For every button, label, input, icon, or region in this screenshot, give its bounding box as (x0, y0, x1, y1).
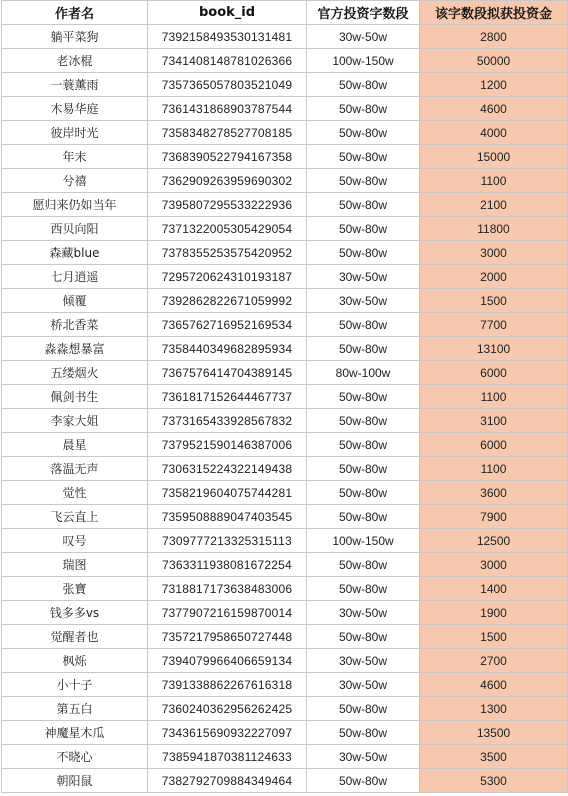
book-id-cell[interactable]: 7391338862267616318 (148, 673, 307, 697)
author-cell[interactable]: 倾覆 (2, 289, 148, 313)
segment-cell[interactable]: 50w-80w (307, 625, 420, 649)
segment-cell[interactable]: 50w-80w (307, 217, 420, 241)
funding-cell[interactable]: 13500 (420, 721, 568, 745)
funding-cell[interactable]: 6000 (420, 433, 568, 457)
author-cell[interactable]: 七月逍遥 (2, 265, 148, 289)
table-row (2, 313, 568, 337)
book-id-cell[interactable]: 7395807295533222936 (148, 193, 307, 217)
author-cell[interactable]: 小十子 (2, 673, 148, 697)
segment-cell[interactable]: 50w-80w (307, 241, 420, 265)
table-row (2, 625, 568, 649)
book-id-cell[interactable]: 7318817173638483006 (148, 577, 307, 601)
author-cell[interactable]: 觉性 (2, 481, 148, 505)
funding-cell[interactable]: 7900 (420, 505, 568, 529)
table-row (2, 457, 568, 481)
segment-cell[interactable]: 80w-100w (307, 361, 420, 385)
funding-cell[interactable]: 2100 (420, 193, 568, 217)
funding-cell[interactable]: 1500 (420, 625, 568, 649)
segment-cell[interactable]: 50w-80w (307, 769, 420, 793)
book-id-cell[interactable]: 7363311938081672254 (148, 553, 307, 577)
author-cell[interactable]: 五缕烟火 (2, 361, 148, 385)
funding-table (1, 0, 568, 793)
table-row (2, 481, 568, 505)
author-cell[interactable]: 张寶 (2, 577, 148, 601)
book-id-cell[interactable]: 7379521590146387006 (148, 433, 307, 457)
segment-cell[interactable]: 50w-80w (307, 193, 420, 217)
segment-cell[interactable]: 50w-80w (307, 169, 420, 193)
table-row (2, 193, 568, 217)
segment-cell[interactable]: 30w-50w (307, 25, 420, 49)
author-cell[interactable]: 彼岸时光 (2, 121, 148, 145)
segment-cell[interactable]: 30w-50w (307, 601, 420, 625)
table-row (2, 121, 568, 145)
segment-cell[interactable]: 50w-80w (307, 145, 420, 169)
book-id-cell[interactable]: 7359508889047403545 (148, 505, 307, 529)
author-cell[interactable]: 桥北香菜 (2, 313, 148, 337)
funding-cell[interactable]: 2700 (420, 649, 568, 673)
author-cell[interactable]: 木易华庭 (2, 97, 148, 121)
segment-cell[interactable]: 50w-80w (307, 97, 420, 121)
segment-cell[interactable]: 30w-50w (307, 745, 420, 769)
table-row (2, 409, 568, 433)
book-id-cell[interactable]: 7362909263959690302 (148, 169, 307, 193)
table-row (2, 265, 568, 289)
table-body (2, 25, 568, 793)
funding-cell[interactable]: 13100 (420, 337, 568, 361)
header-row (2, 1, 568, 25)
funding-cell[interactable]: 3600 (420, 481, 568, 505)
funding-cell[interactable]: 1100 (420, 169, 568, 193)
funding-cell[interactable]: 3000 (420, 553, 568, 577)
header-funding[interactable]: 该字数段拟获投资金 (420, 1, 568, 25)
funding-cell[interactable]: 4600 (420, 97, 568, 121)
author-cell[interactable]: 第五白 (2, 697, 148, 721)
header-segment[interactable]: 官方投资字数段 (307, 1, 420, 25)
author-cell[interactable]: 神魔星木瓜 (2, 721, 148, 745)
segment-cell[interactable]: 100w-150w (307, 529, 420, 553)
segment-cell[interactable]: 50w-80w (307, 73, 420, 97)
segment-cell[interactable]: 50w-80w (307, 481, 420, 505)
funding-cell[interactable]: 1400 (420, 577, 568, 601)
author-cell[interactable]: 落温无声 (2, 457, 148, 481)
book-id-cell[interactable]: 7367576414704389145 (148, 361, 307, 385)
table-row (2, 697, 568, 721)
table-row (2, 769, 568, 793)
book-id-cell[interactable]: 7357217958650727448 (148, 625, 307, 649)
book-id-cell[interactable]: 7361431868903787544 (148, 97, 307, 121)
table-row (2, 505, 568, 529)
author-cell[interactable]: 钱多多vs (2, 601, 148, 625)
table-row (2, 577, 568, 601)
funding-cell[interactable]: 4000 (420, 121, 568, 145)
funding-cell[interactable]: 1300 (420, 697, 568, 721)
author-cell[interactable]: 不晓心 (2, 745, 148, 769)
segment-cell[interactable]: 50w-80w (307, 409, 420, 433)
table-row (2, 745, 568, 769)
book-id-cell[interactable]: 7357365057803521049 (148, 73, 307, 97)
book-id-cell[interactable]: 7343615690932227097 (148, 721, 307, 745)
book-id-cell[interactable]: 7358219604075744281 (148, 481, 307, 505)
table-row (2, 361, 568, 385)
header-author[interactable]: 作者名 (2, 1, 148, 25)
author-cell[interactable]: 觉醒者也 (2, 625, 148, 649)
table-row (2, 529, 568, 553)
table-row (2, 553, 568, 577)
funding-cell[interactable]: 50000 (420, 49, 568, 73)
table-row (2, 241, 568, 265)
funding-cell[interactable]: 4600 (420, 673, 568, 697)
author-cell[interactable]: 朝阳鼠 (2, 769, 148, 793)
funding-cell[interactable]: 15000 (420, 145, 568, 169)
segment-cell[interactable]: 50w-80w (307, 697, 420, 721)
segment-cell[interactable]: 50w-80w (307, 121, 420, 145)
funding-cell[interactable]: 3500 (420, 745, 568, 769)
book-id-cell[interactable]: 7378355253575420952 (148, 241, 307, 265)
segment-cell[interactable]: 50w-80w (307, 505, 420, 529)
author-cell[interactable]: 西贝向阳 (2, 217, 148, 241)
table-row (2, 289, 568, 313)
segment-cell[interactable]: 50w-80w (307, 553, 420, 577)
book-id-cell[interactable]: 7295720624310193187 (148, 265, 307, 289)
author-cell[interactable]: 淼淼想暴富 (2, 337, 148, 361)
segment-cell[interactable]: 100w-150w (307, 49, 420, 73)
table-row (2, 649, 568, 673)
table-row (2, 73, 568, 97)
funding-cell[interactable]: 7700 (420, 313, 568, 337)
table-row (2, 337, 568, 361)
book-id-cell[interactable]: 7361817152644467737 (148, 385, 307, 409)
book-id-cell[interactable]: 7373165433928567832 (148, 409, 307, 433)
author-cell[interactable]: 叹号 (2, 529, 148, 553)
table-row (2, 97, 568, 121)
segment-cell[interactable]: 50w-80w (307, 457, 420, 481)
funding-cell[interactable]: 2800 (420, 25, 568, 49)
segment-cell[interactable]: 30w-50w (307, 649, 420, 673)
funding-cell[interactable]: 3100 (420, 409, 568, 433)
table-row (2, 145, 568, 169)
table-header (2, 1, 568, 25)
author-cell[interactable]: 佩剑书生 (2, 385, 148, 409)
book-id-cell[interactable]: 7358440349682895934 (148, 337, 307, 361)
funding-cell[interactable]: 1900 (420, 601, 568, 625)
table-row (2, 49, 568, 73)
author-cell[interactable]: 森藏blue (2, 241, 148, 265)
table-row (2, 25, 568, 49)
book-id-cell[interactable]: 7385941870381124633 (148, 745, 307, 769)
segment-cell[interactable]: 50w-80w (307, 433, 420, 457)
funding-cell[interactable]: 11800 (420, 217, 568, 241)
book-id-cell[interactable]: 7392862822671059992 (148, 289, 307, 313)
book-id-cell[interactable]: 7382792709884349464 (148, 769, 307, 793)
segment-cell[interactable]: 30w-50w (307, 289, 420, 313)
funding-cell[interactable]: 12500 (420, 529, 568, 553)
funding-cell[interactable]: 1500 (420, 289, 568, 313)
book-id-cell[interactable]: 7341408148781026366 (148, 49, 307, 73)
author-cell[interactable]: 年末 (2, 145, 148, 169)
funding-cell[interactable]: 1100 (420, 457, 568, 481)
author-cell[interactable]: 枫烁 (2, 649, 148, 673)
book-id-cell[interactable]: 7394079966406659134 (148, 649, 307, 673)
segment-cell[interactable]: 50w-80w (307, 337, 420, 361)
segment-cell[interactable]: 50w-80w (307, 577, 420, 601)
table-row (2, 721, 568, 745)
author-cell[interactable]: 愿归来仍如当年 (2, 193, 148, 217)
book-id-cell[interactable]: 7365762716952169534 (148, 313, 307, 337)
funding-cell[interactable]: 5300 (420, 769, 568, 793)
book-id-cell[interactable]: 7358348278527708185 (148, 121, 307, 145)
book-id-cell[interactable]: 7392158493530131481 (148, 25, 307, 49)
table-row (2, 169, 568, 193)
book-id-cell[interactable]: 7306315224322149438 (148, 457, 307, 481)
segment-cell[interactable]: 30w-50w (307, 265, 420, 289)
book-id-cell[interactable]: 7360240362956262425 (148, 697, 307, 721)
author-cell[interactable]: 飞云直上 (2, 505, 148, 529)
table-row (2, 385, 568, 409)
table-row (2, 673, 568, 697)
segment-cell[interactable]: 30w-50w (307, 673, 420, 697)
author-cell[interactable]: 躺平菜狗 (2, 25, 148, 49)
header-book-id[interactable]: book_id (148, 1, 307, 25)
table-row (2, 433, 568, 457)
author-cell[interactable]: 兮禧 (2, 169, 148, 193)
book-id-cell[interactable]: 7377907216159870014 (148, 601, 307, 625)
table-row (2, 217, 568, 241)
funding-cell[interactable]: 1200 (420, 73, 568, 97)
table-row (2, 601, 568, 625)
book-id-cell[interactable]: 7368390522794167358 (148, 145, 307, 169)
segment-cell[interactable]: 50w-80w (307, 721, 420, 745)
segment-cell[interactable]: 50w-80w (307, 313, 420, 337)
author-cell[interactable]: 一蓑薰雨 (2, 73, 148, 97)
segment-cell[interactable]: 50w-80w (307, 385, 420, 409)
book-id-cell[interactable]: 7371322005305429054 (148, 217, 307, 241)
funding-cell[interactable]: 3000 (420, 241, 568, 265)
funding-cell[interactable]: 2000 (420, 265, 568, 289)
funding-cell[interactable]: 1100 (420, 385, 568, 409)
author-cell[interactable]: 李家大姐 (2, 409, 148, 433)
author-cell[interactable]: 老冰棍 (2, 49, 148, 73)
author-cell[interactable]: 瑞图 (2, 553, 148, 577)
book-id-cell[interactable]: 7309777213325315113 (148, 529, 307, 553)
funding-cell[interactable]: 6000 (420, 361, 568, 385)
author-cell[interactable]: 晨星 (2, 433, 148, 457)
